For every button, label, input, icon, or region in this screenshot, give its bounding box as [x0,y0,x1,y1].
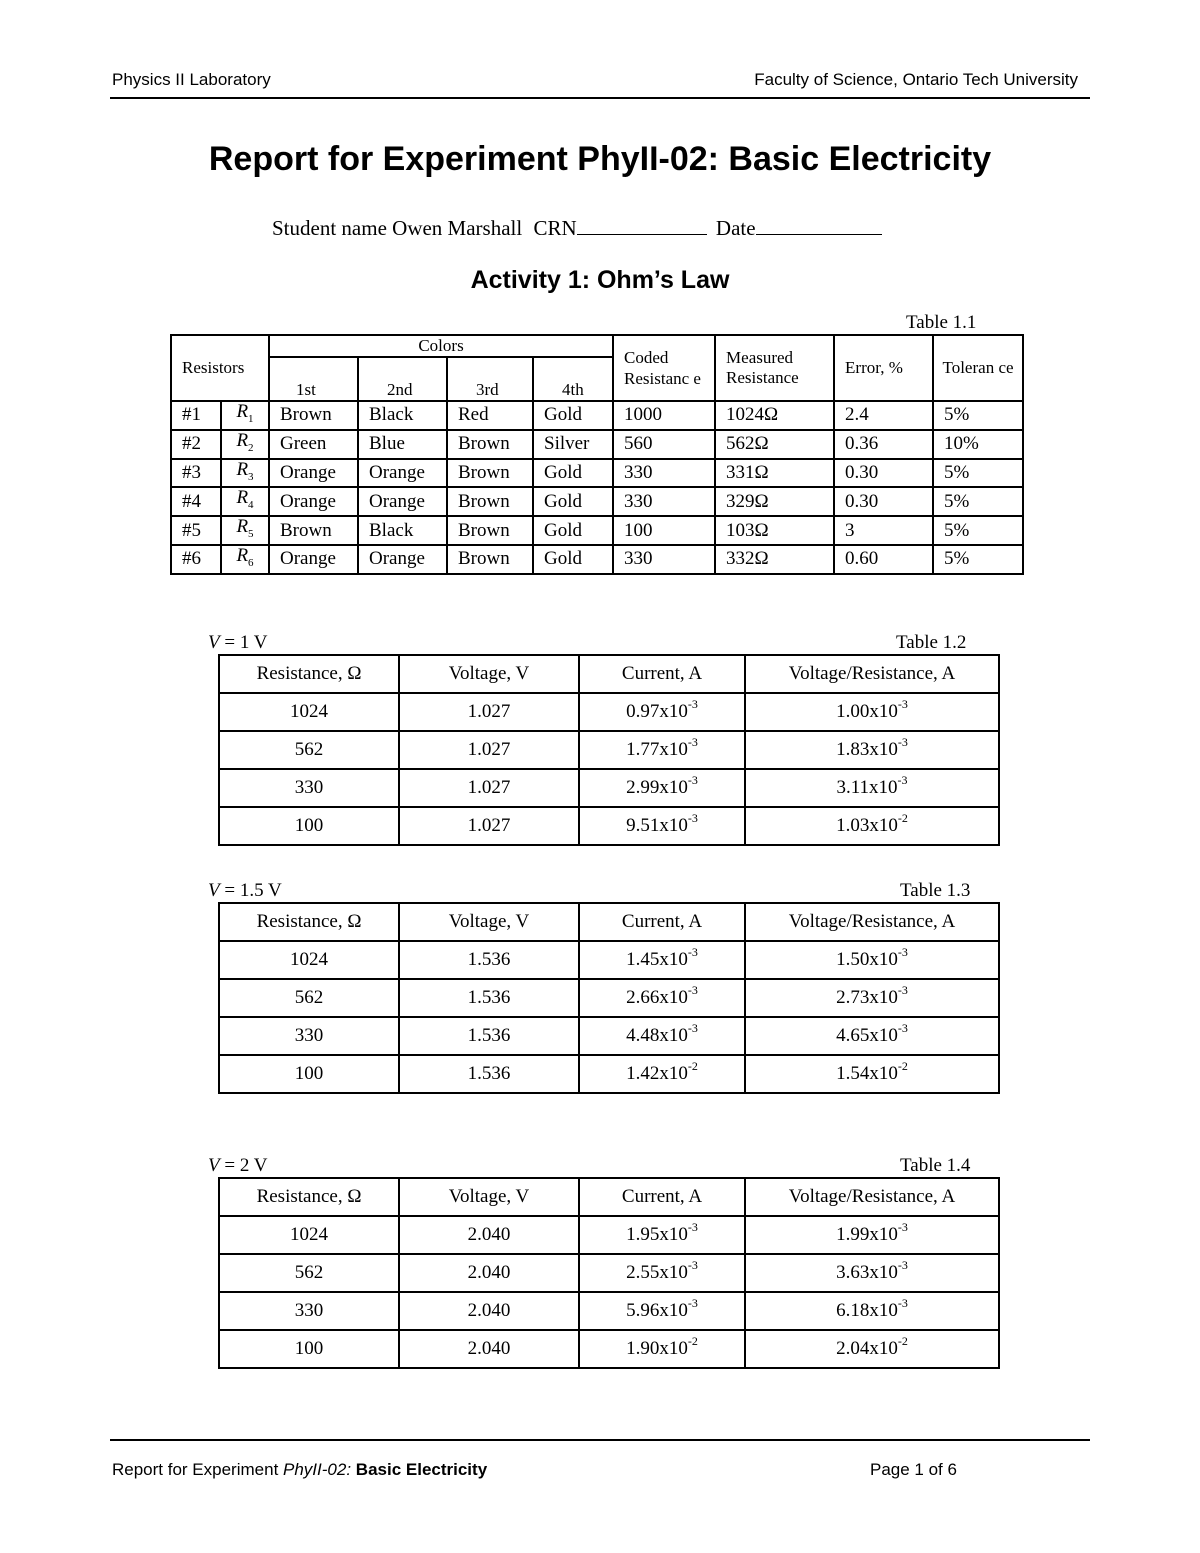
color-4th: Gold [533,487,613,516]
current-header: Current, A [579,1178,745,1216]
resistance-cell: 1024 [219,1216,399,1254]
resistor-number: #1 [171,401,221,430]
color-3rd: Brown [447,459,533,488]
voltage-value: = 2 V [224,1155,268,1176]
vr-exponent: -3 [897,983,908,997]
resistor-symbol-letter: R [236,487,249,509]
vr-exponent: -3 [897,945,908,959]
table-row [219,731,999,769]
current-exponent: -3 [687,1296,698,1310]
current-exponent: -3 [687,1258,698,1272]
voltage-cell: 2.040 [399,1292,579,1330]
color-2nd-header: 2nd [358,357,447,401]
current-mantissa: 9.51x10 [626,815,688,836]
table-row [219,1292,999,1330]
measured-resistance: 332Ω [715,545,834,574]
color-1st-header: 1st [269,357,358,401]
crn-label: CRN [533,216,577,240]
voltage-resistance-cell [745,1017,999,1055]
current-exponent: -3 [687,983,698,997]
voltage-symbol: V [208,632,220,653]
resistance-cell: 330 [219,1292,399,1330]
color-3rd: Red [447,401,533,430]
voltage-cell: 1.027 [399,769,579,807]
color-2nd: Black [358,401,447,430]
voltage-header: Voltage, V [399,655,579,693]
current-exponent: -3 [687,1021,698,1035]
header-left: Physics II Laboratory [112,70,271,89]
resistor-symbol-letter: R [236,429,249,451]
current-mantissa: 1.77x10 [626,739,688,760]
voltage-resistance-cell [745,941,999,979]
table-1-2 [218,654,1000,846]
measured-resistance: 103Ω [715,516,834,545]
student-name: Owen Marshall [392,216,523,240]
table-row [171,430,1023,459]
error-percent: 0.30 [834,459,933,488]
colors-header: Colors [269,335,613,357]
footer-title [112,1460,487,1480]
voltage-resistance-cell [745,1330,999,1368]
error-header: Error, % [834,335,933,401]
color-4th: Silver [533,430,613,459]
measured-resistance: 562Ω [715,430,834,459]
vr-exponent: -3 [897,1021,908,1035]
current-cell [579,693,745,731]
table-row [219,1216,999,1254]
vr-exponent: -3 [897,697,908,711]
measured-resistance: 1024Ω [715,401,834,430]
voltage-symbol: V [208,1155,220,1176]
current-cell [579,1330,745,1368]
date-blank [756,216,882,235]
vr-mantissa: 1.99x10 [836,1224,898,1245]
color-3rd: Brown [447,545,533,574]
resistor-symbol [221,430,269,459]
current-cell [579,1055,745,1093]
resistor-number: #5 [171,516,221,545]
error-percent: 0.30 [834,487,933,516]
page-title: Report for Experiment PhyII-02: Basic Electricity [208,140,992,178]
vr-exponent: -3 [897,1258,908,1272]
current-header: Current, A [579,655,745,693]
resistance-header: Resistance, Ω [219,655,399,693]
voltage-header: Voltage, V [399,1178,579,1216]
voltage-cell: 1.027 [399,731,579,769]
current-cell [579,1216,745,1254]
color-1st: Green [269,430,358,459]
voltage-resistance-header: Voltage/Resistance, A [745,655,999,693]
current-cell [579,1254,745,1292]
voltage-resistance-cell [745,1055,999,1093]
voltage-resistance-cell [745,731,999,769]
resistor-subscript: 6 [248,556,254,569]
current-exponent: -3 [687,1220,698,1234]
current-cell [579,979,745,1017]
current-mantissa: 1.42x10 [626,1063,688,1084]
resistor-symbol [221,516,269,545]
resistor-subscript: 5 [248,527,254,540]
resistance-cell: 1024 [219,693,399,731]
current-exponent: -2 [687,1059,698,1073]
footer-rule [110,1439,1090,1441]
table-1-4-voltage [208,1155,267,1177]
coded-resistance: 1000 [613,401,715,430]
coded-resistance: 100 [613,516,715,545]
current-cell [579,941,745,979]
resistance-header: Resistance, Ω [219,1178,399,1216]
table-row [219,693,999,731]
coded-resistance: 330 [613,545,715,574]
page-number: Page 1 of 6 [870,1460,957,1479]
measured-resistance-header: Measured Resistance [715,335,834,401]
color-2nd: Black [358,516,447,545]
resistance-cell: 100 [219,807,399,845]
resistance-header: Resistance, Ω [219,903,399,941]
color-3rd-header: 3rd [447,357,533,401]
color-2nd: Orange [358,545,447,574]
table-row [171,487,1023,516]
resistance-cell: 100 [219,1055,399,1093]
error-percent: 2.4 [834,401,933,430]
resistance-cell: 562 [219,979,399,1017]
current-mantissa: 1.95x10 [626,1224,688,1245]
color-4th: Gold [533,459,613,488]
current-cell [579,1017,745,1055]
resistance-cell: 562 [219,1254,399,1292]
error-percent: 0.36 [834,430,933,459]
tolerance-header: Toleran ce [933,335,1023,401]
vr-mantissa: 2.04x10 [836,1338,898,1359]
resistor-number: #6 [171,545,221,574]
table-row [219,1254,999,1292]
vr-mantissa: 3.11x10 [836,777,898,798]
current-exponent: -3 [687,697,698,711]
vr-exponent: -3 [897,773,908,787]
table-row [219,769,999,807]
voltage-resistance-cell [745,979,999,1017]
tolerance: 5% [933,516,1023,545]
activity-heading: Activity 1: Ohm’s Law [470,266,730,294]
color-3rd: Brown [447,430,533,459]
color-1st: Orange [269,545,358,574]
resistor-symbol [221,487,269,516]
resistance-cell: 100 [219,1330,399,1368]
resistor-symbol [221,401,269,430]
resistance-cell: 330 [219,1017,399,1055]
resistance-cell: 330 [219,769,399,807]
voltage-cell: 2.040 [399,1330,579,1368]
tolerance: 10% [933,430,1023,459]
voltage-resistance-cell [745,807,999,845]
table-row [171,459,1023,488]
table-row [219,1017,999,1055]
color-3rd: Brown [447,487,533,516]
voltage-cell: 2.040 [399,1216,579,1254]
color-1st: Brown [269,516,358,545]
voltage-resistance-cell [745,1216,999,1254]
voltage-resistance-cell [745,1254,999,1292]
vr-exponent: -3 [897,1296,908,1310]
table-1-3-voltage [208,880,282,902]
table-row [219,941,999,979]
table-1-1-caption: Table 1.1 [906,312,977,333]
table-row [219,807,999,845]
current-mantissa: 1.45x10 [626,949,688,970]
current-exponent: -2 [687,1334,698,1348]
color-4th: Gold [533,516,613,545]
measured-resistance: 329Ω [715,487,834,516]
current-mantissa: 5.96x10 [626,1300,688,1321]
coded-resistance-header: Coded Resistanc e [613,335,715,401]
vr-mantissa: 3.63x10 [836,1262,898,1283]
vr-mantissa: 1.03x10 [836,815,898,836]
resistance-cell: 1024 [219,941,399,979]
voltage-resistance-cell [745,693,999,731]
measured-resistance: 331Ω [715,459,834,488]
table-row [219,979,999,1017]
coded-resistance: 330 [613,459,715,488]
date-label: Date [715,216,756,240]
current-mantissa: 4.48x10 [626,1025,688,1046]
footer-suffix: Basic Electricity [355,1460,488,1479]
color-2nd: Blue [358,430,447,459]
vr-mantissa: 1.83x10 [836,739,898,760]
current-cell [579,769,745,807]
current-cell [579,807,745,845]
table-1-3-caption: Table 1.3 [900,880,971,901]
resistor-symbol-letter: R [236,544,249,566]
table-1-3 [218,902,1000,1094]
current-cell [579,731,745,769]
voltage-resistance-cell [745,1292,999,1330]
voltage-value: = 1 V [224,632,268,653]
resistor-subscript: 4 [248,499,254,512]
table-1-2-caption: Table 1.2 [896,632,967,653]
table-1-2-voltage [208,632,267,654]
current-cell [579,1292,745,1330]
table-1-4 [218,1177,1000,1369]
student-line [272,216,882,241]
voltage-cell: 1.536 [399,1017,579,1055]
resistor-symbol-letter: R [236,516,249,538]
resistor-subscript: 3 [248,470,254,483]
vr-exponent: -2 [897,811,908,825]
color-1st: Orange [269,487,358,516]
color-1st: Orange [269,459,358,488]
voltage-symbol: V [208,880,220,901]
current-header: Current, A [579,903,745,941]
resistor-number: #2 [171,430,221,459]
tolerance: 5% [933,459,1023,488]
coded-resistance: 330 [613,487,715,516]
vr-mantissa: 1.00x10 [836,701,898,722]
voltage-cell: 2.040 [399,1254,579,1292]
current-exponent: -3 [687,735,698,749]
resistor-subscript: 2 [248,441,254,454]
table-row [219,1330,999,1368]
vr-mantissa: 6.18x10 [836,1300,898,1321]
tolerance: 5% [933,401,1023,430]
footer-prefix: Report for Experiment [112,1460,284,1479]
footer-code: PhyII-02: [283,1460,352,1479]
color-1st: Brown [269,401,358,430]
color-4th: Gold [533,545,613,574]
current-mantissa: 2.66x10 [626,987,688,1008]
vr-exponent: -2 [897,1059,908,1073]
vr-mantissa: 1.50x10 [836,949,898,970]
voltage-value: = 1.5 V [224,880,282,901]
current-mantissa: 2.55x10 [626,1262,688,1283]
resistors-header: Resistors [171,335,269,401]
vr-mantissa: 1.54x10 [836,1063,898,1084]
resistor-symbol [221,545,269,574]
current-exponent: -3 [687,773,698,787]
vr-mantissa: 2.73x10 [836,987,898,1008]
vr-exponent: -3 [897,1220,908,1234]
current-exponent: -3 [687,945,698,959]
voltage-cell: 1.536 [399,941,579,979]
table-1-1 [170,334,1024,575]
current-mantissa: 0.97x10 [626,701,688,722]
voltage-resistance-header: Voltage/Resistance, A [745,1178,999,1216]
error-percent: 0.60 [834,545,933,574]
vr-exponent: -2 [897,1334,908,1348]
error-percent: 3 [834,516,933,545]
voltage-cell: 1.536 [399,1055,579,1093]
voltage-cell: 1.027 [399,693,579,731]
table-row [171,545,1023,574]
vr-exponent: -3 [897,735,908,749]
table-row [171,401,1023,430]
resistance-cell: 562 [219,731,399,769]
student-name-label: Student name [272,216,387,240]
voltage-header: Voltage, V [399,903,579,941]
crn-blank [577,216,707,235]
current-mantissa: 2.99x10 [626,777,688,798]
table-row [171,516,1023,545]
color-4th: Gold [533,401,613,430]
resistor-subscript: 1 [248,412,254,425]
resistor-symbol-letter: R [236,458,249,480]
header-right: Faculty of Science, Ontario Tech University [754,70,1078,89]
resistor-number: #3 [171,459,221,488]
current-mantissa: 1.90x10 [626,1338,688,1359]
table-1-4-caption: Table 1.4 [900,1155,971,1176]
color-2nd: Orange [358,459,447,488]
voltage-resistance-cell [745,769,999,807]
voltage-cell: 1.027 [399,807,579,845]
color-3rd: Brown [447,516,533,545]
resistor-number: #4 [171,487,221,516]
coded-resistance: 560 [613,430,715,459]
color-4th-header: 4th [533,357,613,401]
resistor-symbol-letter: R [236,401,249,422]
resistor-symbol [221,459,269,488]
vr-mantissa: 4.65x10 [836,1025,898,1046]
header-rule [110,97,1090,99]
color-2nd: Orange [358,487,447,516]
tolerance: 5% [933,487,1023,516]
voltage-resistance-header: Voltage/Resistance, A [745,903,999,941]
current-exponent: -3 [687,811,698,825]
tolerance: 5% [933,545,1023,574]
voltage-cell: 1.536 [399,979,579,1017]
table-row [219,1055,999,1093]
